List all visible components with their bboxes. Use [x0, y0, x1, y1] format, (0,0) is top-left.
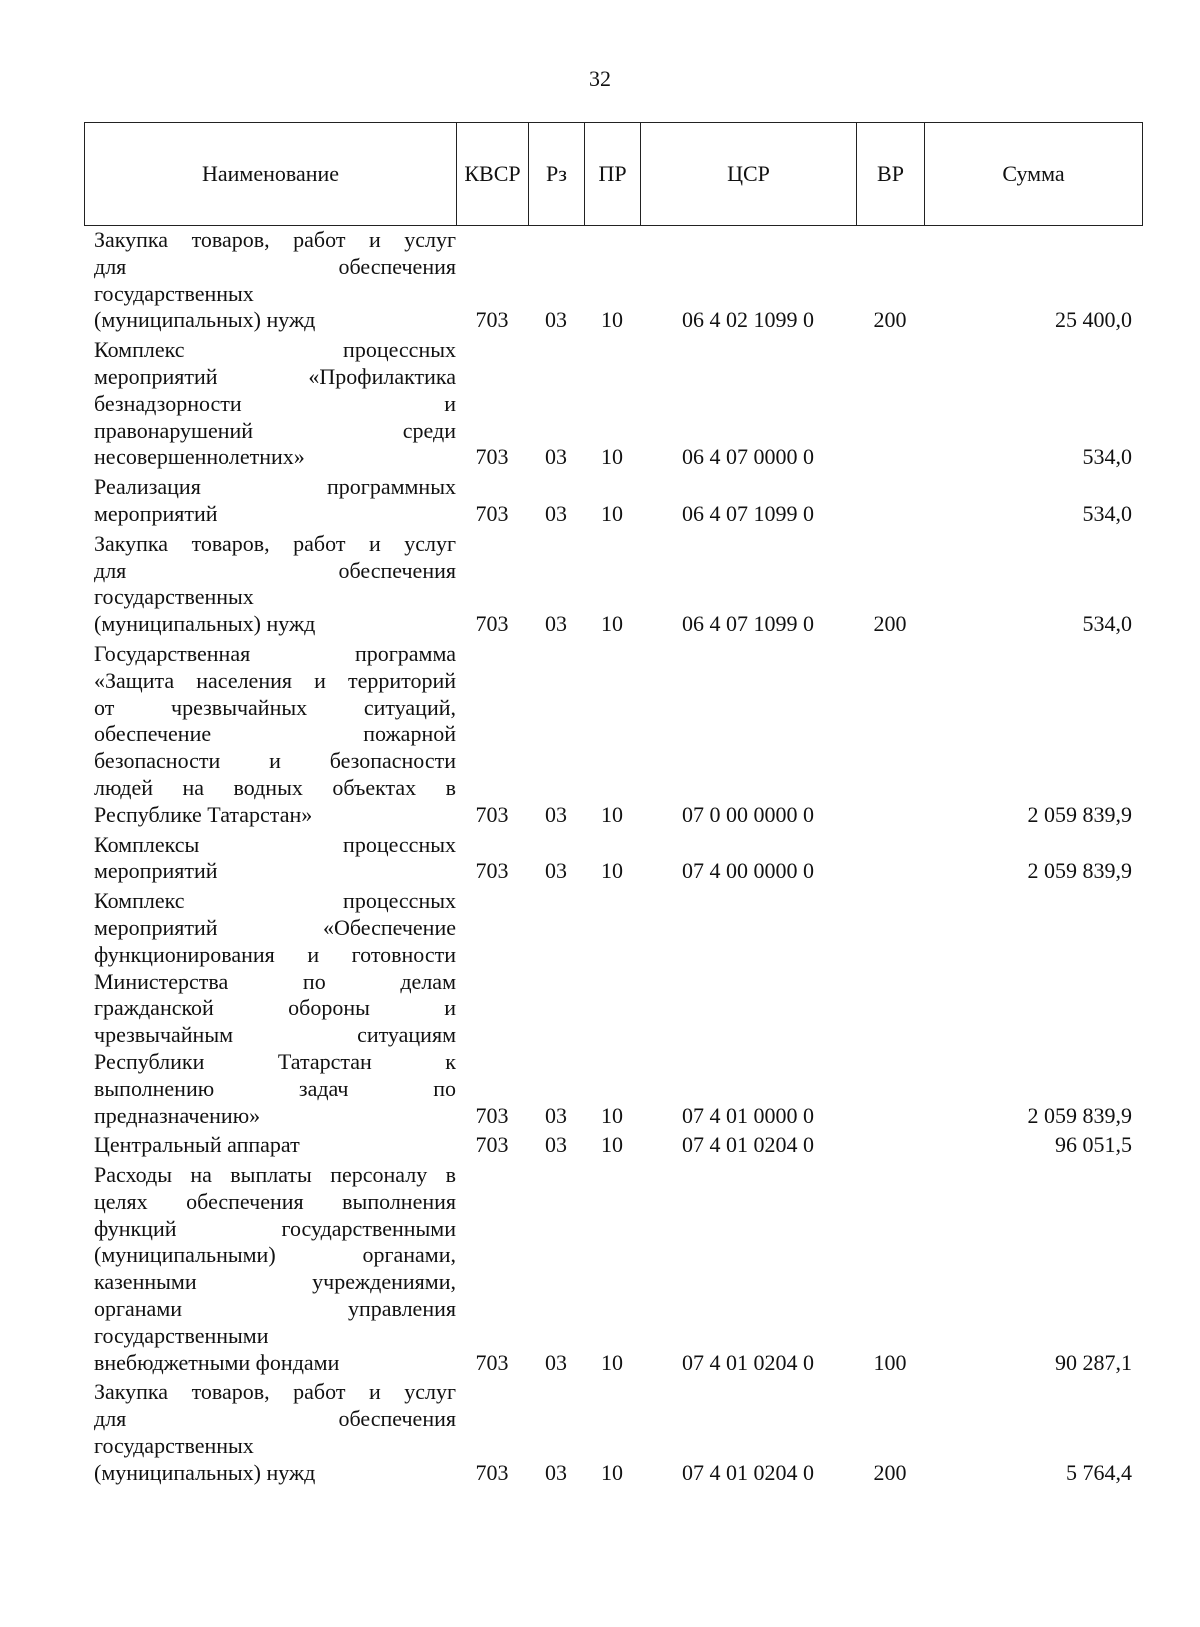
row-name-line: (муниципальных) нужд [94, 307, 316, 333]
row-name [84, 227, 456, 334]
table-body [84, 227, 1142, 1490]
row-name-line: Закупка товаров, работ и услуг [94, 227, 456, 252]
row-pr: 10 [601, 1102, 623, 1128]
header-vr: ВР [857, 123, 925, 226]
row-name-line: мероприятий [94, 858, 218, 884]
table-row [84, 337, 1142, 471]
row-name-line: обеспечение пожарной [94, 721, 456, 747]
row-name-line: Республике Татарстан» [94, 801, 313, 827]
row-vr: 200 [873, 307, 907, 333]
row-sum: 2 059 839,9 [1027, 801, 1132, 827]
row-pr: 10 [601, 444, 623, 470]
header-csr: ЦСР [641, 123, 857, 226]
row-rz: 03 [545, 1132, 567, 1158]
row-kvsr: 703 [475, 1102, 509, 1128]
table-row [84, 832, 1142, 886]
row-rz: 03 [545, 858, 567, 884]
row-sum: 25 400,0 [1055, 307, 1132, 333]
row-name [84, 337, 456, 471]
row-csr: 06 4 07 0000 0 [682, 444, 814, 470]
row-csr: 07 4 00 0000 0 [682, 858, 814, 884]
row-name-line: безнадзорности и [94, 390, 456, 416]
row-name-line: государственных [94, 584, 254, 610]
row-name-line: (муниципальных) нужд [94, 1459, 316, 1485]
row-kvsr: 703 [475, 307, 509, 333]
row-rz: 03 [545, 500, 567, 526]
row-pr: 10 [601, 611, 623, 637]
row-csr: 07 0 00 0000 0 [682, 801, 814, 827]
row-rz: 03 [545, 444, 567, 470]
row-vr: 200 [873, 611, 907, 637]
row-name-line: от чрезвычайных ситуаций, [94, 694, 456, 720]
row-name-line: Министерства по делам [94, 968, 456, 994]
row-name-line: целях обеспечения выполнения [94, 1188, 456, 1214]
row-sum: 534,0 [1082, 444, 1132, 470]
row-name-line: для обеспечения [94, 253, 456, 279]
row-csr: 07 4 01 0204 0 [682, 1459, 814, 1485]
row-name-line: Реализация программных [94, 474, 456, 500]
row-name [84, 832, 456, 886]
row-name [84, 1162, 456, 1376]
header-kvsr: КВСР [457, 123, 529, 226]
row-name [84, 888, 456, 1129]
row-name-line: мероприятий «Профилактика [94, 363, 456, 389]
row-csr: 06 4 07 1099 0 [682, 611, 814, 637]
row-name-line: правонарушений среди [94, 417, 456, 443]
row-name-line: Закупка товаров, работ и услуг [94, 1379, 456, 1405]
row-csr: 07 4 01 0000 0 [682, 1102, 814, 1128]
row-rz: 03 [545, 611, 567, 637]
row-kvsr: 703 [475, 1132, 509, 1158]
row-name-line: для обеспечения [94, 557, 456, 583]
row-pr: 10 [601, 1132, 623, 1158]
table-row [84, 531, 1142, 638]
row-name-line: безопасности и безопасности [94, 748, 456, 774]
row-rz: 03 [545, 1459, 567, 1485]
row-name-line: чрезвычайным ситуациям [94, 1022, 456, 1048]
row-csr: 07 4 01 0204 0 [682, 1349, 814, 1375]
row-name-line: людей на водных объектах в [94, 774, 456, 800]
row-name-line: выполнению задач по [94, 1075, 456, 1101]
row-name [84, 474, 456, 528]
row-name-line: Комплекс процессных [94, 337, 456, 363]
row-name-line: Республики Татарстан к [94, 1048, 456, 1074]
row-name-line: Комплекс процессных [94, 888, 456, 914]
row-vr: 200 [873, 1459, 907, 1485]
row-csr: 07 4 01 0204 0 [682, 1132, 814, 1158]
row-csr: 06 4 07 1099 0 [682, 500, 814, 526]
header-name: Наименование [85, 123, 457, 226]
row-sum: 534,0 [1082, 611, 1132, 637]
page-number: 32 [589, 66, 611, 91]
row-pr: 10 [601, 307, 623, 333]
row-name-line: Государственная программа [94, 640, 456, 666]
row-rz: 03 [545, 307, 567, 333]
table-row [84, 227, 1142, 334]
table-row [84, 1132, 1142, 1159]
row-kvsr: 703 [475, 1349, 509, 1375]
row-name-line: мероприятий [94, 500, 218, 526]
row-pr: 10 [601, 500, 623, 526]
row-name-line: государственных [94, 280, 254, 306]
row-name-line: функций государственными [94, 1215, 456, 1241]
row-sum: 5 764,4 [1066, 1459, 1132, 1485]
row-sum: 90 287,1 [1055, 1349, 1132, 1375]
row-name-line: гражданской обороны и [94, 995, 456, 1021]
row-kvsr: 703 [475, 858, 509, 884]
row-name-line: несовершеннолетних» [94, 444, 305, 470]
row-name-line: (муниципальными) органами, [94, 1242, 456, 1268]
row-rz: 03 [545, 801, 567, 827]
row-vr: 100 [873, 1349, 907, 1375]
row-name [84, 1379, 456, 1486]
row-name-line: органами управления [94, 1296, 456, 1322]
row-name [84, 1132, 456, 1159]
header-pr: ПР [585, 123, 641, 226]
row-kvsr: 703 [475, 801, 509, 827]
header-rz: Рз [529, 123, 585, 226]
table-row [84, 888, 1142, 1129]
row-kvsr: 703 [475, 1459, 509, 1485]
row-pr: 10 [601, 1459, 623, 1485]
row-sum: 96 051,5 [1055, 1132, 1132, 1158]
row-name-line: мероприятий «Обеспечение [94, 914, 456, 940]
row-sum: 2 059 839,9 [1027, 858, 1132, 884]
row-name-line: Расходы на выплаты персоналу в [94, 1162, 456, 1188]
row-name-line: функционирования и готовности [94, 941, 456, 967]
row-name-line: Комплексы процессных [94, 831, 456, 857]
row-sum: 2 059 839,9 [1027, 1102, 1132, 1128]
row-kvsr: 703 [475, 444, 509, 470]
row-name [84, 531, 456, 638]
table-row [84, 1379, 1142, 1486]
row-name-line: внебюджетными фондами [94, 1349, 340, 1375]
row-name-line: для обеспечения [94, 1406, 456, 1432]
row-name-line: (муниципальных) нужд [94, 611, 316, 637]
row-pr: 10 [601, 1349, 623, 1375]
row-pr: 10 [601, 858, 623, 884]
row-name-line: предназначению» [94, 1102, 261, 1128]
row-name-line: казенными учреждениями, [94, 1269, 456, 1295]
row-csr: 06 4 02 1099 0 [682, 307, 814, 333]
row-kvsr: 703 [475, 611, 509, 637]
row-rz: 03 [545, 1349, 567, 1375]
row-kvsr: 703 [475, 500, 509, 526]
table-header [84, 122, 1143, 226]
row-pr: 10 [601, 801, 623, 827]
row-name-line: государственных [94, 1433, 254, 1459]
table-row [84, 474, 1142, 528]
row-name-line: Закупка товаров, работ и услуг [94, 530, 456, 556]
row-name-line: государственными [94, 1322, 269, 1348]
row-name [84, 641, 456, 829]
row-name-line: Центральный аппарат [94, 1132, 300, 1158]
row-rz: 03 [545, 1102, 567, 1128]
row-name-line: «Защита населения и территорий [94, 667, 456, 693]
table-row [84, 1162, 1142, 1376]
header-sum: Сумма [925, 123, 1143, 226]
row-sum: 534,0 [1082, 500, 1132, 526]
table-row [84, 641, 1142, 829]
